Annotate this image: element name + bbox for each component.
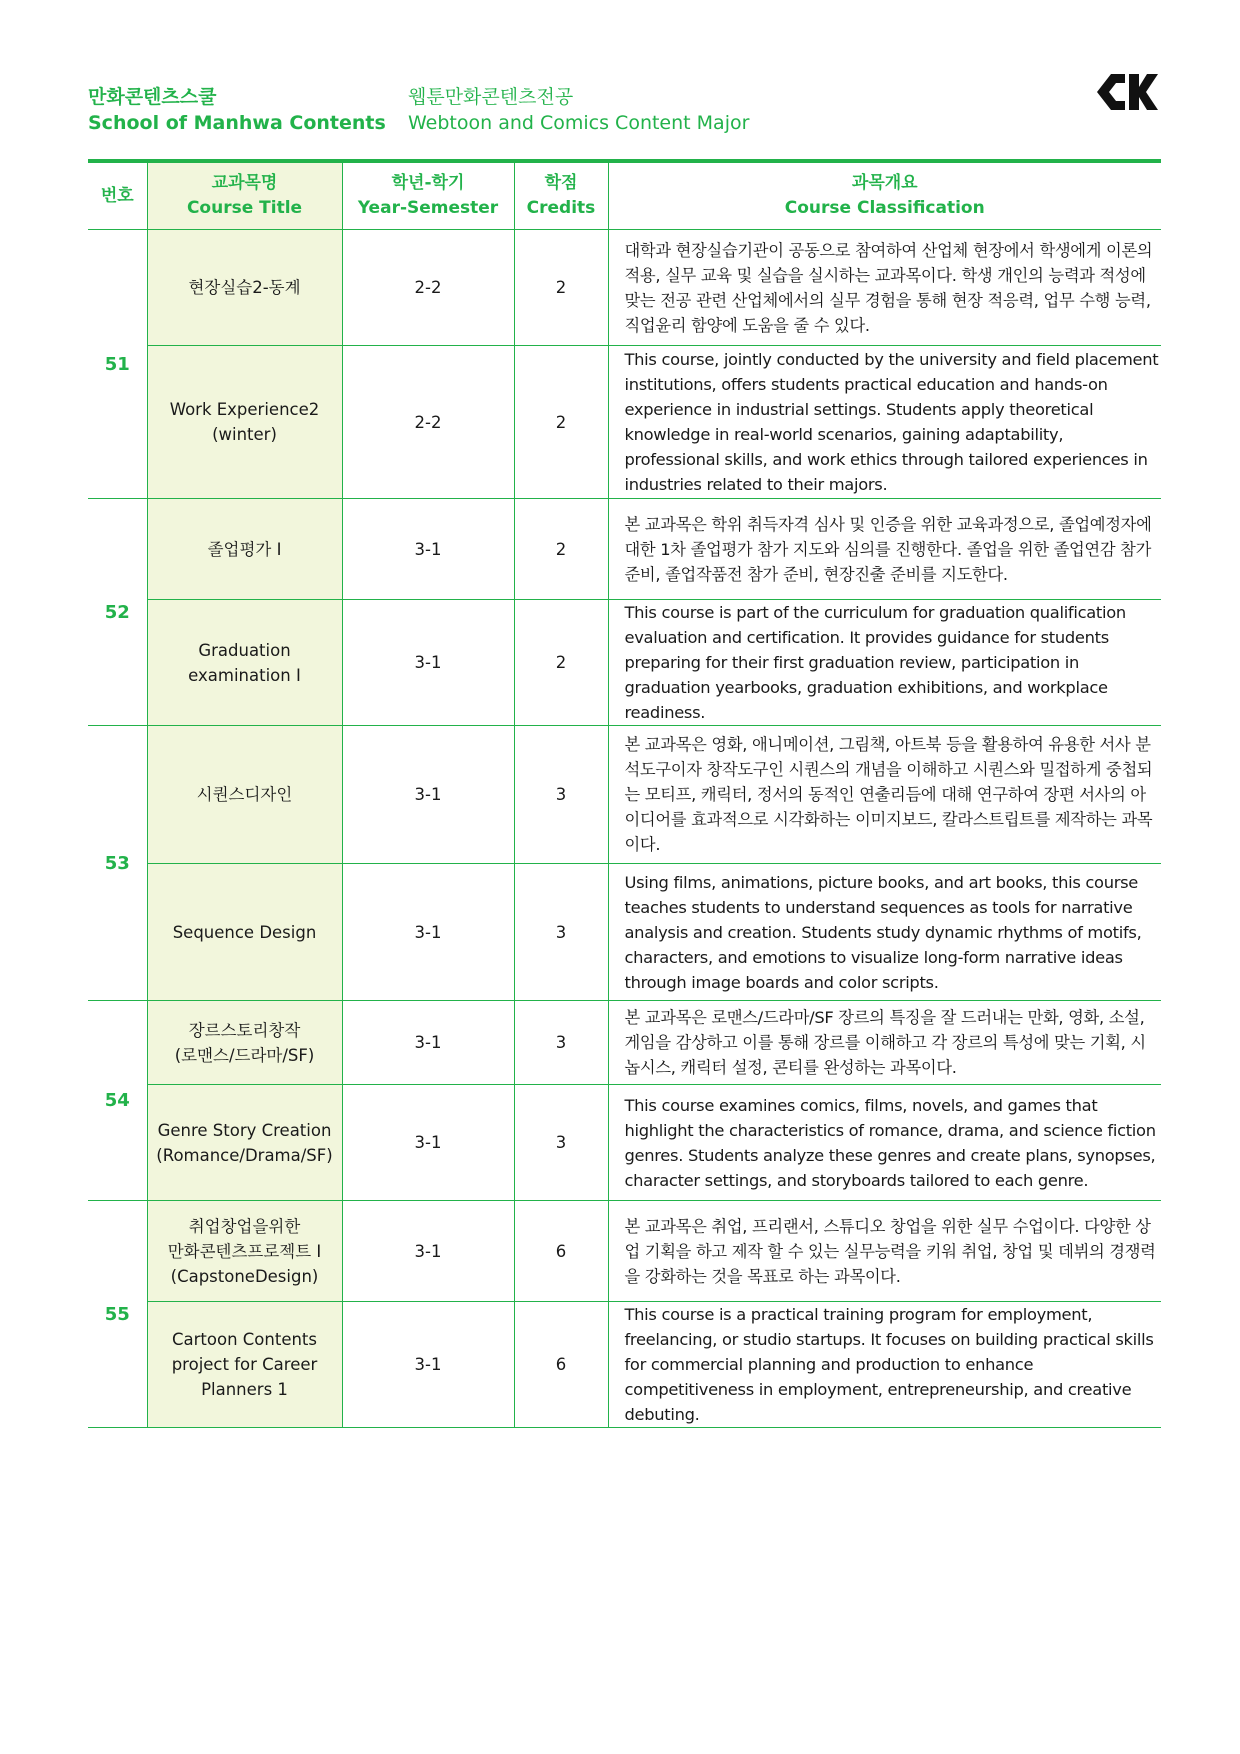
table-row: [88, 726, 1161, 864]
course-title: [147, 1001, 342, 1085]
course-title-line: Genre Story Creation: [157, 1120, 332, 1140]
course-title: [147, 1085, 342, 1201]
year-semester: 3-1: [342, 864, 514, 1001]
credits: 2: [514, 499, 608, 600]
year-semester: 3-1: [342, 1085, 514, 1201]
course-description: This course examines comics, films, novels, and games that highlight the characteristics of romance, drama, and science fiction genres. Students analyze these genres and create plans, synopses, character settings, and storyboards tailored to each genre.: [608, 1085, 1161, 1201]
school-name-en: School of Manhwa Contents: [88, 112, 386, 134]
course-title-line: 현장실습2-동계: [188, 278, 301, 297]
course-title-line: (로맨스/드라마/SF): [174, 1045, 315, 1065]
course-title: [147, 230, 342, 346]
course-title-line: 장르스토리창작: [188, 1020, 301, 1040]
school-name-ko: 만화콘텐츠스쿨: [88, 86, 217, 108]
course-title-line: Cartoon Contents: [172, 1330, 317, 1349]
course-table: [88, 163, 1161, 1428]
credits: 6: [514, 1201, 608, 1302]
course-number: 52: [88, 499, 147, 726]
year-semester: 2-2: [342, 346, 514, 499]
major-name: [408, 84, 749, 136]
year-semester: 3-1: [342, 726, 514, 864]
course-title: [147, 499, 342, 600]
course-title-line: 만화콘텐츠프로젝트 I: [167, 1241, 322, 1261]
year-semester: 2-2: [342, 230, 514, 346]
table-row: [88, 499, 1161, 600]
course-title-line: (Romance/Drama/SF): [156, 1145, 333, 1165]
credits: 2: [514, 230, 608, 346]
course-title-line: project for Career: [171, 1355, 318, 1374]
header-course-title: 교과목명 Course Title: [147, 163, 342, 230]
table-row: [88, 864, 1161, 1001]
course-number: 55: [88, 1201, 147, 1428]
table-row: [88, 230, 1161, 346]
course-description: Using films, animations, picture books, and art books, this course teaches students to understand sequences as tools for narrative analysis and creation. Students study dynamic rhythms of motifs, characters, and emotions to visualize long-form narrative ideas through image boards and color scripts.: [608, 864, 1161, 1001]
course-description: This course, jointly conducted by the university and field placement institutions, offers students practical education and hands-on experience in industrial settings. Students apply theoretical knowledge in real-world scenarios, gaining adaptability, professional skills, and work ethics through tailored experiences in industries related to their majors.: [608, 346, 1161, 499]
course-number: 54: [88, 1001, 147, 1201]
course-title: [147, 864, 342, 1001]
course-description: This course is a practical training program for employment, freelancing, or studio startups. It focuses on building practical skills for commercial planning and production to enhance competitiveness in employment, entrepreneurship, and creative debuting.: [608, 1302, 1161, 1428]
course-title-line: Work Experience2: [169, 400, 320, 419]
school-name: [88, 84, 386, 136]
course-title: [147, 346, 342, 499]
table-row: [88, 346, 1161, 499]
table-row: [88, 600, 1161, 726]
course-title-line: Planners 1: [201, 1380, 288, 1399]
credits: 3: [514, 726, 608, 864]
table-row: [88, 1201, 1161, 1302]
course-description: This course is part of the curriculum for graduation qualification evaluation and certification. It provides guidance for students preparing for their first graduation review, participation in graduation yearbooks, graduation exhibitions, and workplace readiness.: [608, 600, 1161, 726]
credits: 3: [514, 864, 608, 1001]
course-title-line: (CapstoneDesign): [170, 1266, 319, 1286]
course-description: 본 교과목은 학위 취득자격 심사 및 인증을 위한 교육과정으로, 졸업예정자에 대한 1차 졸업평가 참가 지도와 심의를 진행한다. 졸업을 위한 졸업연감 참가 준비, 졸업작품전 참가 준비, 현장진출 준비를 지도한다.: [608, 499, 1161, 600]
course-number: 53: [88, 726, 147, 1001]
major-name-ko: 웹툰만화콘텐츠전공: [408, 86, 574, 108]
course-description: 본 교과목은 취업, 프리랜서, 스튜디오 창업을 위한 실무 수업이다. 다양한 상업 기획을 하고 제작 할 수 있는 실무능력을 키워 취업, 창업 및 데뷔의 경쟁력을 강화하는 것을 목표로 하는 과목이다.: [608, 1201, 1161, 1302]
course-title-line: (winter): [212, 425, 277, 444]
course-title: [147, 600, 342, 726]
course-number: 51: [88, 230, 147, 499]
table-row: [88, 1001, 1161, 1085]
header-credits: 학점 Credits: [514, 163, 608, 230]
credits: 3: [514, 1085, 608, 1201]
course-title-line: Sequence Design: [172, 922, 317, 942]
major-name-en: Webtoon and Comics Content Major: [408, 112, 750, 134]
course-description: 본 교과목은 영화, 애니메이션, 그림책, 아트북 등을 활용하여 유용한 서사 분석도구이자 창작도구인 시퀀스의 개념을 이해하고 시퀀스와 밀접하게 중첩되는 모티프, 캐릭터, 정서의 동적인 연출리듬에 대해 연구하여 장편 서사의 아이디어를 효과적으로 시각화하는 이미지보드, 칼라스트립트를 제작하는 과목이다.: [608, 726, 1161, 864]
course-title-line: examination I: [188, 665, 301, 685]
year-semester: 3-1: [342, 1001, 514, 1085]
course-description: 본 교과목은 로맨스/드라마/SF 장르의 특징을 잘 드러내는 만화, 영화, 소설, 게임을 감상하고 이를 통해 장르를 이해하고 각 장르의 특성에 맞는 기획, 시놉시스, 캐릭터 설정, 콘티를 완성하는 과목이다.: [608, 1001, 1161, 1085]
header-number: 번호: [88, 163, 147, 230]
table-header-row: [88, 163, 1161, 230]
header-year-semester: 학년-학기 Year-Semester: [342, 163, 514, 230]
course-title-line: Graduation: [198, 640, 291, 660]
year-semester: 3-1: [342, 1302, 514, 1428]
course-title: [147, 1201, 342, 1302]
table-row: [88, 1085, 1161, 1201]
credits: 2: [514, 346, 608, 499]
year-semester: 3-1: [342, 499, 514, 600]
table-row: [88, 1302, 1161, 1428]
course-title-line: 시퀀스디자인: [196, 785, 293, 804]
course-title: [147, 726, 342, 864]
course-description: 대학과 현장실습기관이 공동으로 참여하여 산업체 현장에서 학생에게 이론의 적용, 실무 교육 및 실습을 실시하는 교과목이다. 학생 개인의 능력과 적성에 맞는 전공 관련 산업체에서의 실무 경험을 통해 현장 적응력, 업무 수행 능력, 직업윤리 함양에 도움을 줄 수 있다.: [608, 230, 1161, 346]
page-header: [88, 84, 1161, 144]
ck-logo-icon: [1095, 70, 1161, 114]
credits: 6: [514, 1302, 608, 1428]
year-semester: 3-1: [342, 600, 514, 726]
year-semester: 3-1: [342, 1201, 514, 1302]
credits: 2: [514, 600, 608, 726]
course-title: [147, 1302, 342, 1428]
credits: 3: [514, 1001, 608, 1085]
course-title-line: 취업창업을위한: [188, 1216, 301, 1236]
header-course-classification: 과목개요 Course Classification: [608, 163, 1161, 230]
course-title-line: 졸업평가 I: [207, 539, 282, 559]
